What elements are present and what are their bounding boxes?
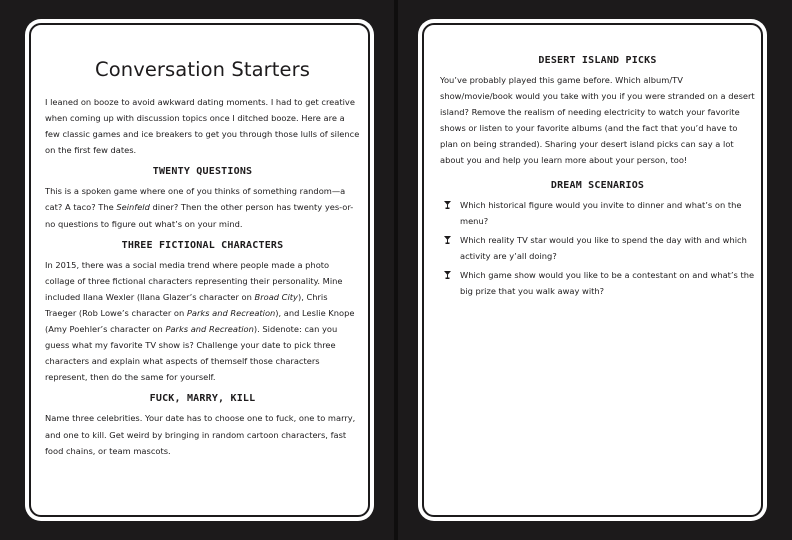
intro-paragraph: I leaned on booze to avoid awkward dating moments. I had to get creative when coming up with discussion topics once I ditched booze. Here are a few classic games and ice breakers to get you through those lulls of silence on the first few dates. <box>45 97 360 156</box>
cocktail-glass-icon <box>444 271 451 279</box>
cocktail-glass-icon <box>444 201 451 209</box>
section-body-three-fictional-characters: In 2015, there was a social media trend where people made a photo collage of three fictional characters representing their personality. Mine included Ilana Wexler (Ilana Glazer’s character on Broad City), Chris Traeger (Rob Lowe’s character on Parks and Recreation), and Leslie Knope (Amy Poehler’s character on Parks and Recreation). Sidenote: can you guess what my favorite TV show is? Challenge your date to pick three characters and explain what aspects of themself those characters represent, then do the same for yourself. <box>45 259 355 383</box>
page-title: Conversation Starters <box>94 58 311 81</box>
section-heading-desert-island-picks: DESERT ISLAND PICKS <box>538 55 657 66</box>
section-heading-dream-scenarios: DREAM SCENARIOS <box>550 179 645 191</box>
book-gutter <box>394 0 398 540</box>
right-page-content <box>440 52 755 302</box>
section-body-fuck-marry-kill: Name three celebrities. Your date has to choose one to fuck, one to marry, and one to kill. Get weird by bringing in random cartoon characters, fast food chains, or team mascots. <box>45 413 356 456</box>
list-item <box>440 197 755 229</box>
dream-scenarios-list <box>440 197 755 300</box>
list-item <box>440 232 755 264</box>
left-page-content <box>45 52 360 459</box>
section-body-twenty-questions: This is a spoken game where one of you thinks of something random—a cat? A taco? The Seinfeld diner? Then the other person has twenty yes-or-no questions to figure out what’s on your mind. <box>45 186 354 229</box>
list-item-text: Which reality TV star would you like to spend the day with and which activity are y’all doing? <box>460 234 747 261</box>
section-heading-three-fictional-characters: THREE FICTIONAL CHARACTERS <box>121 239 284 251</box>
cocktail-glass-icon <box>444 236 451 244</box>
section-body-desert-island-picks: You’ve probably played this game before. Which album/TV show/movie/book would you take with you if you were stranded on a desert island? Remove the realism of needing electricity to watch your favorite shows or listen to your favorite albums (and the fact that you’d have to plan on being stranded). Sharing your desert island picks can say a lot about you and help you learn more about your person, too! <box>440 75 755 166</box>
list-item-text: Which game show would you like to be a contestant on and what’s the big prize that you walk away with? <box>460 269 755 297</box>
section-heading-fuck-marry-kill: FUCK, MARRY, KILL <box>149 393 256 405</box>
list-item-text: Which historical figure would you invite to dinner and what’s on the menu? <box>460 199 742 226</box>
list-item <box>440 267 755 299</box>
section-heading-twenty-questions: TWENTY QUESTIONS <box>152 166 253 178</box>
